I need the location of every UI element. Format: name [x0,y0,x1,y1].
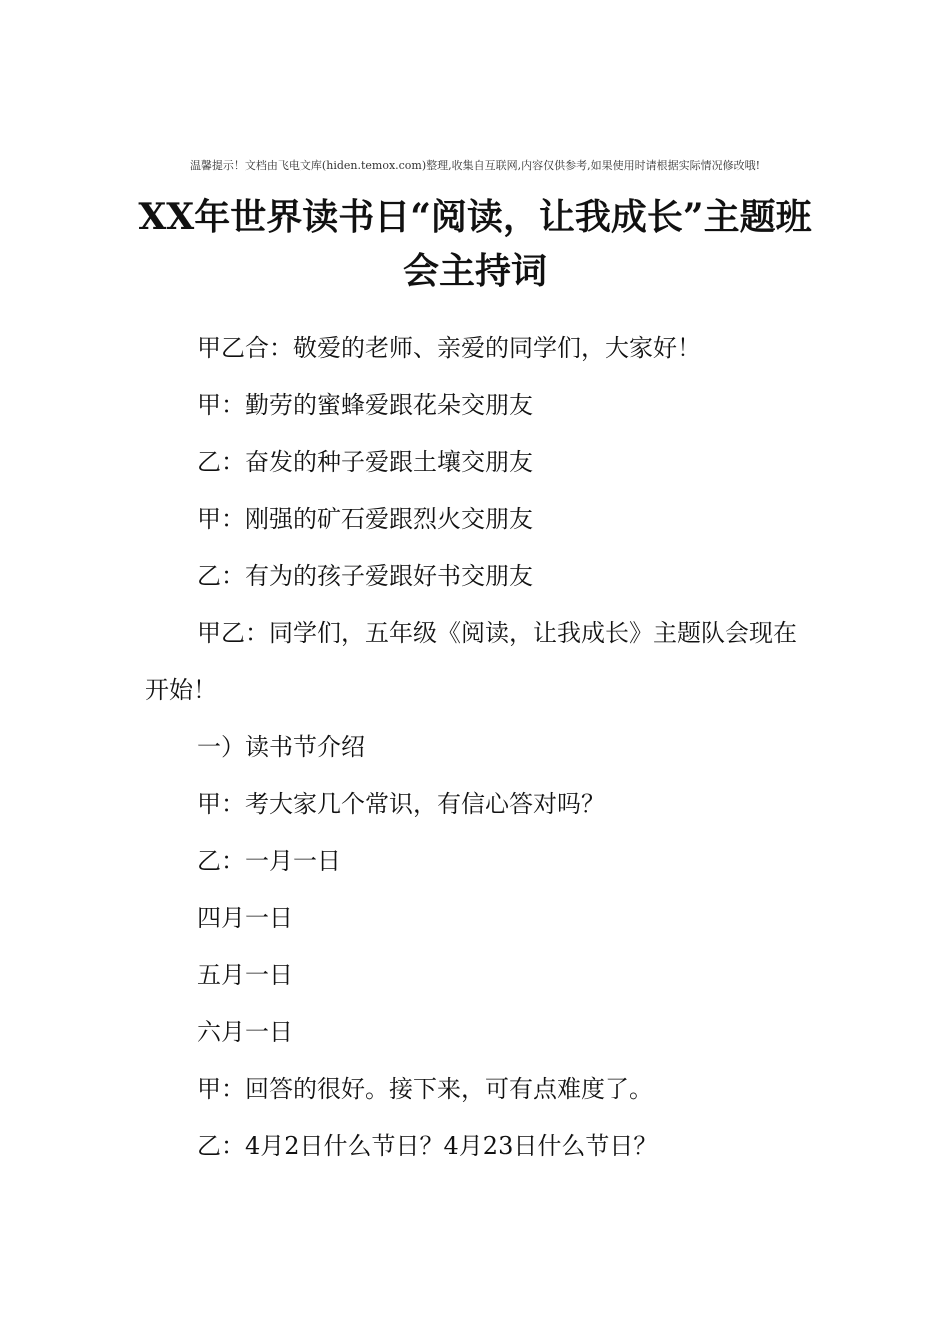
paragraph: 甲：刚强的矿石爱跟烈火交朋友 [197,505,533,533]
paragraph: 甲：回答的很好。接下来，可有点难度了。 [197,1075,653,1103]
paragraph: 五月一日 [197,961,293,989]
header-notice: 温馨提示！文档由飞电文库(hiden.temox.com)整理,收集自互联网,内容仅供参考,如果使用时请根据实际情况修改哦! [189,159,761,172]
paragraph: 甲乙：同学们，五年级《阅读，让我成长》主题队会现在开始！ [145,619,797,704]
paragraph: 四月一日 [197,904,293,932]
paragraph: 乙：奋发的种子爱跟土壤交朋友 [197,448,533,476]
paragraph: 乙：有为的孩子爱跟好书交朋友 [197,562,533,590]
paragraph: 乙：一月一日 [197,847,341,875]
paragraph: 一）读书节介绍 [197,733,365,761]
document-title: XX年世界读书日“阅读，让我成长”主题班会主持词 [138,196,812,292]
paragraph: 六月一日 [197,1018,293,1046]
paragraph: 乙：4月2日什么节日？4月23日什么节日？ [197,1132,658,1160]
paragraph: 甲乙合：敬爱的老师、亲爱的同学们，大家好！ [197,334,701,362]
paragraph: 甲：勤劳的蜜蜂爱跟花朵交朋友 [197,391,533,419]
paragraph: 甲：考大家几个常识，有信心答对吗？ [197,790,605,818]
document-body [145,320,810,1175]
